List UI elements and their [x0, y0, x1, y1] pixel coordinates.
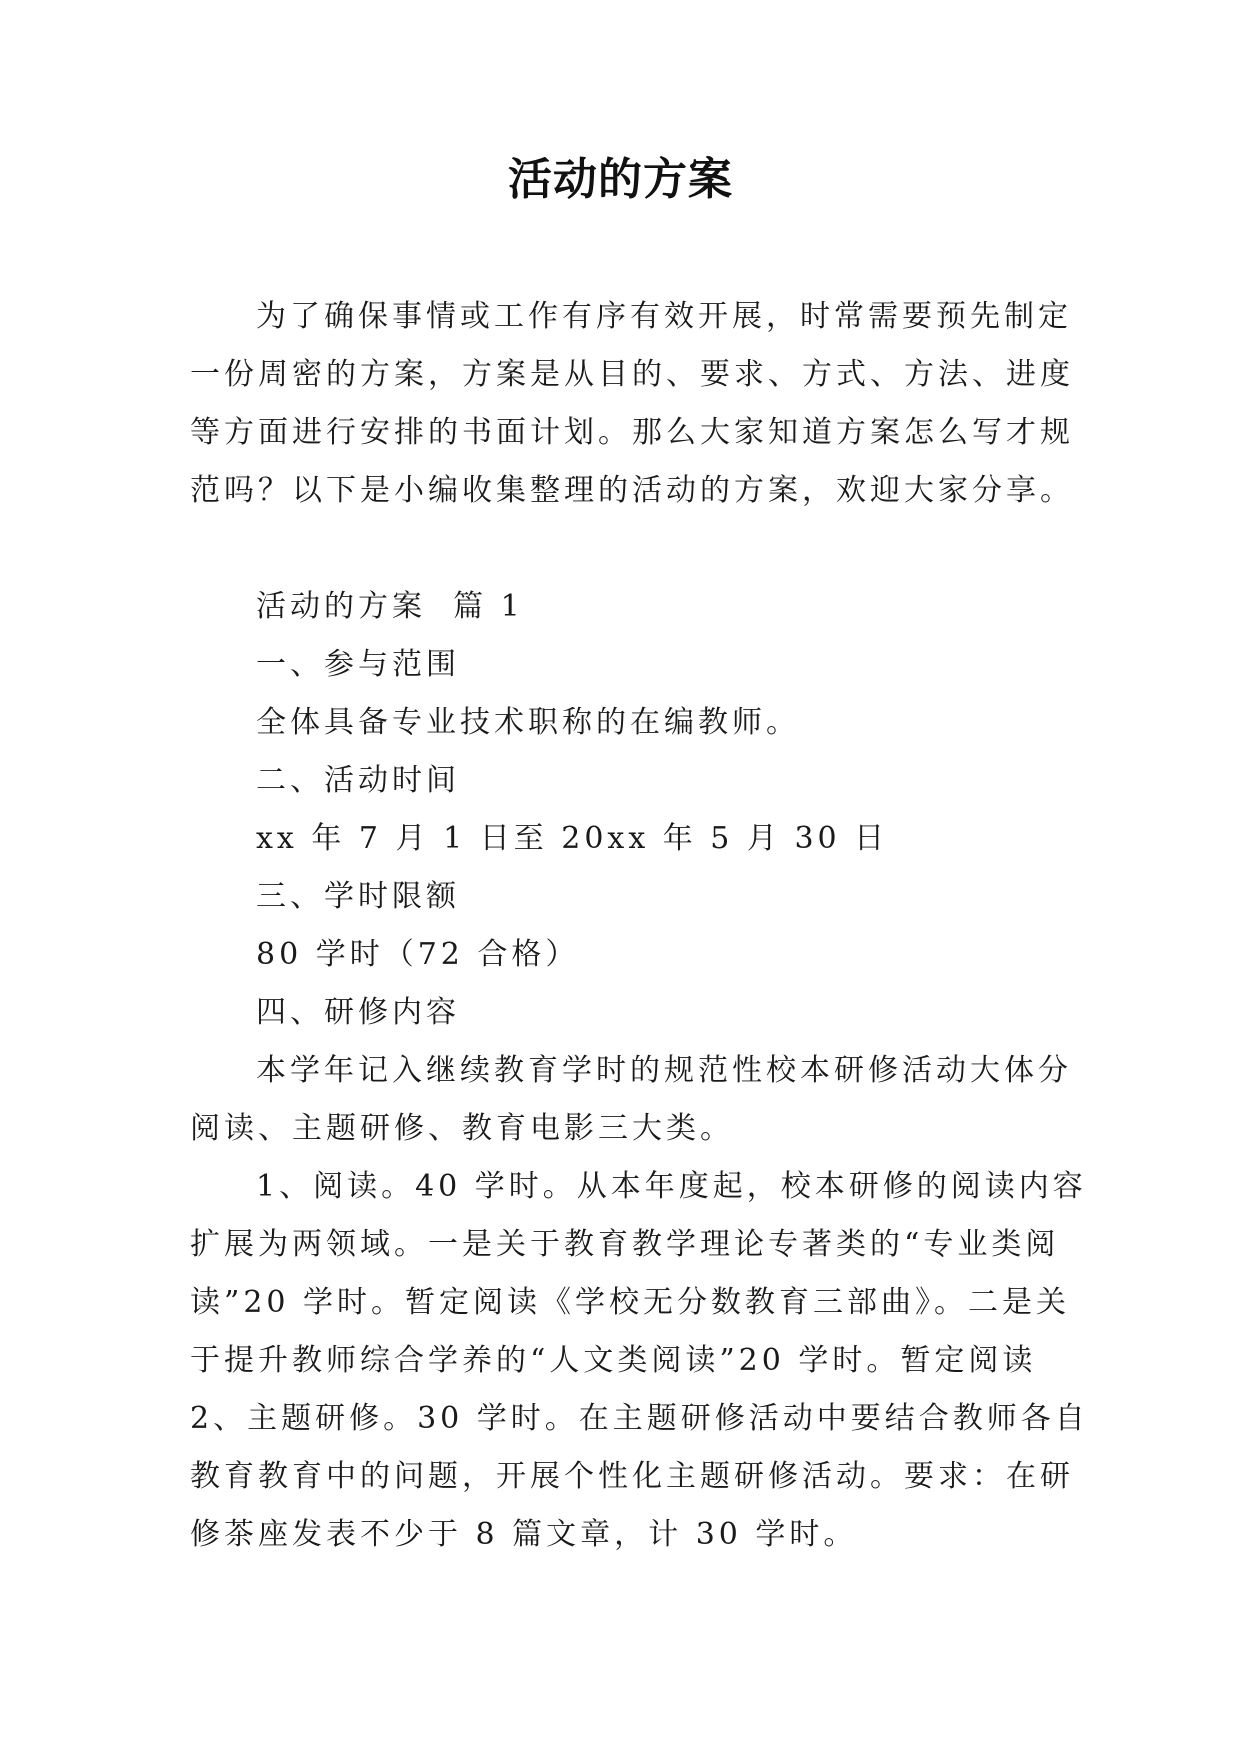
intro-block: [190, 288, 1090, 520]
document-title: 活动的方案: [508, 154, 733, 205]
heading-time: 二、活动时间: [256, 763, 460, 798]
content-paragraph: 本学年记入继续教育学时的规范性校本研修活动大体分阅读、主题研修、教育电影三大类。: [190, 1053, 1072, 1146]
heading-scope: 一、参与范围: [256, 647, 460, 682]
time-text: xx 年 7 月 1 日至 20xx 年 5 月 30 日: [256, 821, 889, 856]
topic-paragraph: 2、主题研修。30 学时。在主题研修活动中要结合教师各自教育教育中的问题，开展个性化主题研修活动。要求：在研修茶座发表不少于 8 篇文章，计 30 学时。: [190, 1401, 1089, 1552]
reading-paragraph: 1、阅读。40 学时。从本年度起，校本研修的阅读内容扩展为两领域。一是关于教育教学理论专著类的“专业类阅读”20 学时。暂定阅读《学校无分数教育三部曲》。二是关于提升教师综合学养的“人文类阅读”20 学时。暂定阅读: [190, 1169, 1087, 1378]
scope-text: 全体具备专业技术职称的在编教师。: [256, 705, 800, 740]
intro-paragraph: 为了确保事情或工作有序有效开展，时常需要预先制定一份周密的方案，方案是从目的、要求、方式、方法、进度等方面进行安排的书面计划。那么大家知道方案怎么写才规范吗？以下是小编收集整理的活动的方案，欢迎大家分享。: [190, 299, 1074, 508]
heading-content: 四、研修内容: [256, 995, 460, 1030]
section-block: [190, 578, 1090, 1564]
section-heading: 活动的方案 篇 1: [256, 589, 524, 624]
heading-hours: 三、学时限额: [256, 879, 460, 914]
hours-text: 80 学时（72 合格）: [256, 937, 580, 972]
